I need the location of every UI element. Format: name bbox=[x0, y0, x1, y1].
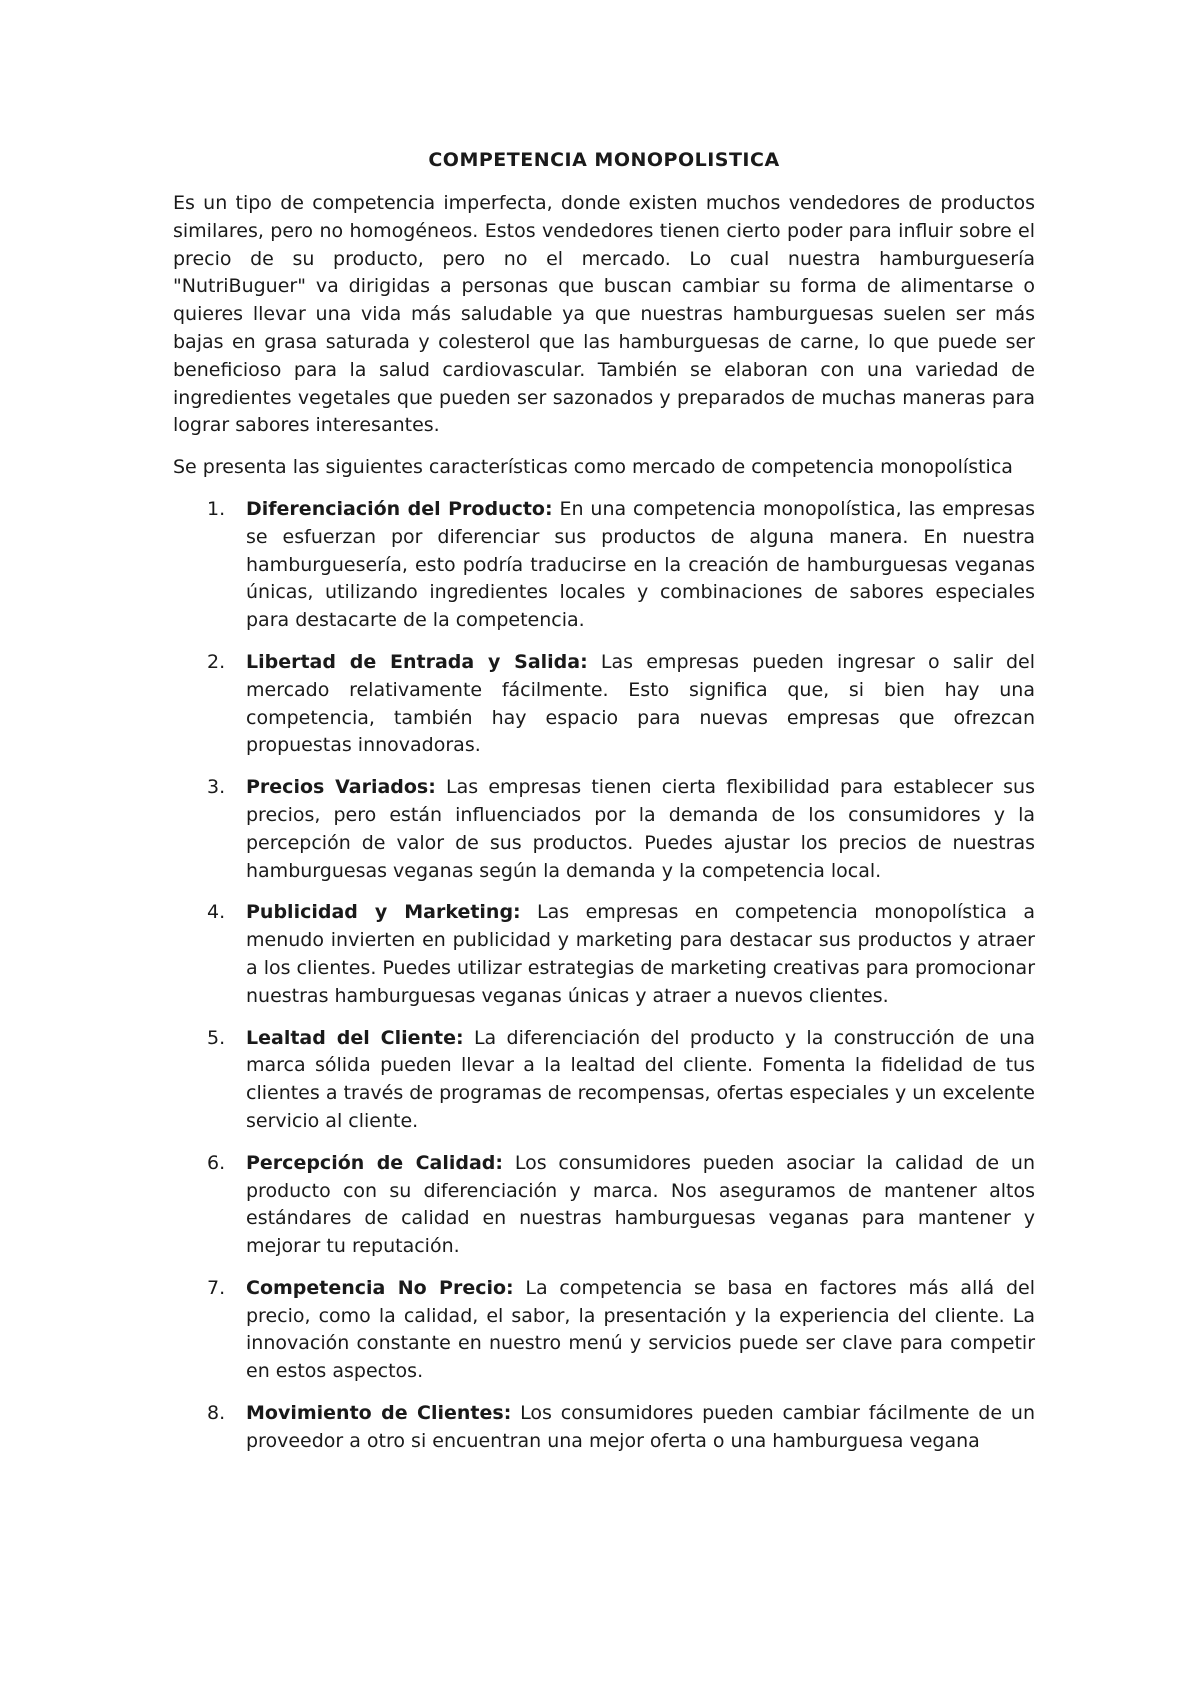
list-item bbox=[173, 899, 1035, 1010]
item-text: La diferenciación del producto y la construcción de una marca sólida pueden llevar a la lealtad del cliente. Fomenta la fidelidad de tus clientes a través de programas de recompensas, ofertas especiales y un excelente servicio al cliente. bbox=[246, 1026, 1035, 1132]
item-text: En una competencia monopolística, las empresas se esfuerzan por diferenciar sus productos de alguna manera. En nuestra hamburguesería, esto podría traducirse en la creación de hamburguesas veganas únicas, utilizando ingredientes locales y combinaciones de sabores especiales para destacarte de la competencia. bbox=[246, 497, 1036, 632]
item-heading: Movimiento de Clientes: bbox=[246, 1402, 512, 1425]
item-heading: Publicidad y Marketing: bbox=[246, 901, 521, 924]
item-number: 7. bbox=[207, 1276, 226, 1299]
list-item bbox=[173, 1275, 1035, 1386]
item-text: Los consumidores pueden asociar la calidad de un producto con su diferenciación y marca. Nos aseguramos de mantener altos estándares de calidad en nuestras hamburguesas veganas para mantener y mejorar tu reputación. bbox=[246, 1151, 1035, 1258]
document-title: COMPETENCIA MONOPOLISTICA bbox=[428, 149, 780, 171]
item-text: La competencia se basa en factores más allá del precio, como la calidad, el sabor, la presentación y la experiencia del cliente. La innovación constante en nuestro menú y servicios puede ser clave para competir en estos aspectos. bbox=[246, 1276, 1035, 1383]
item-number: 2. bbox=[207, 650, 226, 673]
document-page bbox=[173, 148, 1035, 1470]
item-text: Los consumidores pueden cambiar fácilmente de un proveedor a otro si encuentran una mejor oferta o una hamburguesa vegana bbox=[246, 1402, 1035, 1452]
item-number: 3. bbox=[207, 776, 226, 799]
item-heading: Lealtad del Cliente: bbox=[246, 1026, 464, 1049]
item-heading: Percepción de Calidad: bbox=[246, 1151, 503, 1174]
list-item bbox=[173, 1400, 1035, 1456]
item-text: Las empresas en competencia monopolística a menudo invierten en publicidad y marketing para destacar sus productos y atraer a los clientes. Puedes utilizar estrategias de marketing creativas para promocionar nuestras hamburguesas veganas únicas y atraer a nuevos clientes. bbox=[246, 901, 1035, 1007]
list-item bbox=[173, 1025, 1035, 1136]
list-item bbox=[173, 496, 1035, 635]
lead-paragraph: Se presenta las siguientes características como mercado de competencia monopolística bbox=[173, 456, 1013, 479]
list-item bbox=[173, 774, 1035, 885]
item-heading: Diferenciación del Producto: bbox=[246, 497, 553, 520]
item-text: Las empresas tienen cierta flexibilidad para establecer sus precios, pero están influenciados por la demanda de los consumidores y la percepción de valor de sus productos. Puedes ajustar los precios de nuestras hamburguesas veganas según la demanda y la competencia local. bbox=[246, 776, 1035, 882]
item-text: Las empresas pueden ingresar o salir del mercado relativamente fácilmente. Esto significa que, si bien hay una competencia, también hay espacio para nuevas empresas que ofrezcan propuestas innovadoras. bbox=[246, 650, 1035, 757]
item-number: 8. bbox=[207, 1402, 226, 1425]
list-item bbox=[173, 649, 1035, 760]
characteristics-list bbox=[173, 496, 1035, 1456]
item-number: 1. bbox=[207, 497, 226, 520]
list-item bbox=[173, 1150, 1035, 1261]
item-heading: Precios Variados: bbox=[246, 776, 436, 799]
item-heading: Competencia No Precio: bbox=[246, 1276, 514, 1299]
item-heading: Libertad de Entrada y Salida: bbox=[246, 650, 588, 673]
item-number: 6. bbox=[207, 1151, 226, 1174]
item-number: 5. bbox=[207, 1026, 226, 1049]
item-number: 4. bbox=[207, 901, 226, 924]
intro-paragraph: Es un tipo de competencia imperfecta, donde existen muchos vendedores de productos similares, pero no homogéneos. Estos vendedores tienen cierto poder para influir sobre el precio de su producto, pero no el mercado. Lo cual nuestra hamburguesería "NutriBuguer" va dirigidas a personas que buscan cambiar su forma de alimentarse o quieres llevar una vida más saludable ya que nuestras hamburguesas suelen ser más bajas en grasa saturada y colesterol que las hamburguesas de carne, lo que puede ser beneficioso para la salud cardiovascular. También se elaboran con una variedad de ingredientes vegetales que pueden ser sazonados y preparados de muchas maneras para lograr sabores interesantes. bbox=[173, 192, 1035, 437]
